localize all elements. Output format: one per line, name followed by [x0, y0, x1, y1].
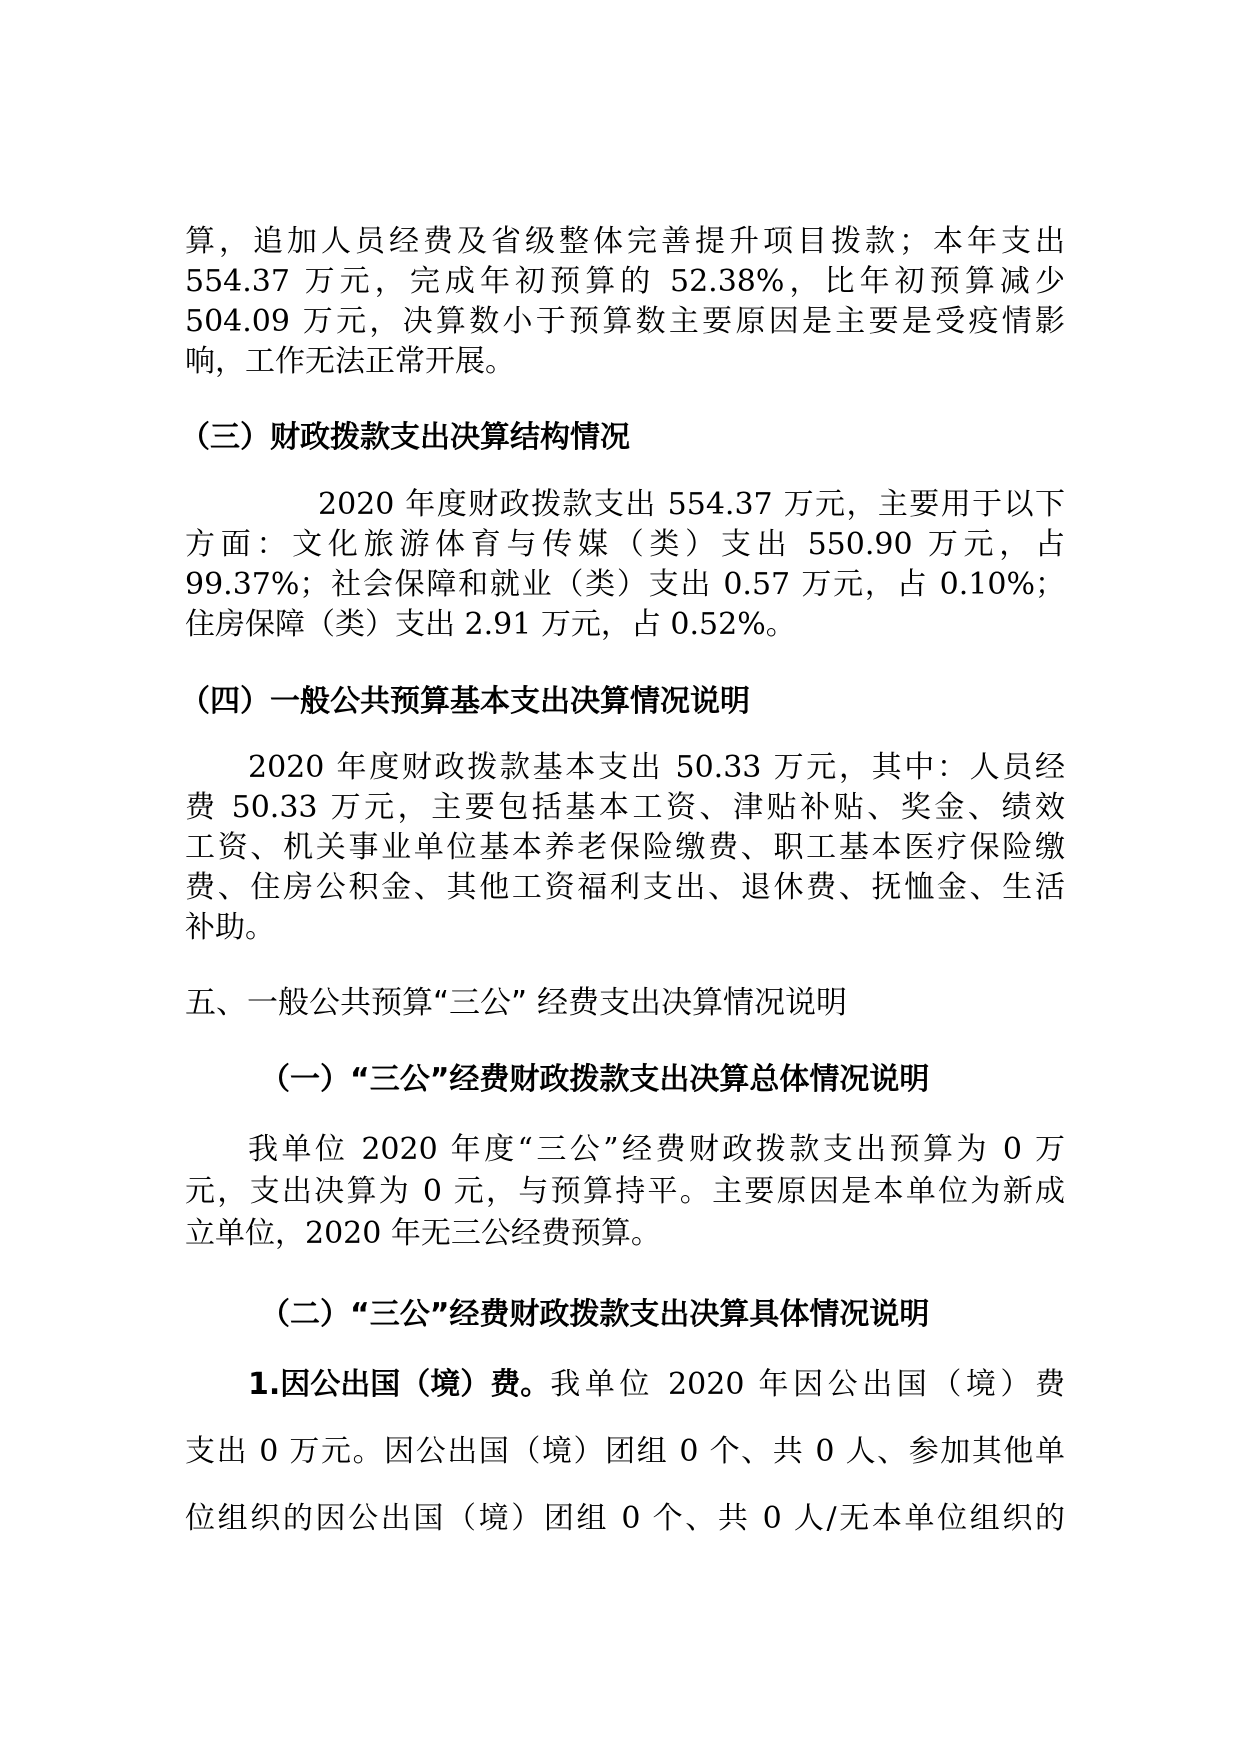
paragraph-line: 元，支出决算为 0 元，与预算持平。主要原因是本单位为新成 [185, 1174, 1065, 1209]
paragraph-line: 工资、机关事业单位基本养老保险缴费、职工基本医疗保险缴 [185, 830, 1065, 865]
paragraph-line: 住房保障（类）支出 2.91 万元，占 0.52%。 [185, 607, 796, 642]
chapter-heading: 五、一般公共预算“三公” 经费支出决算情况说明 [185, 985, 847, 1021]
paragraph-line: 响，工作无法正常开展。 [185, 344, 515, 379]
paragraph-line: 算，追加人员经费及省级整体完善提升项目拨款；本年支出 [185, 224, 1065, 259]
paragraph-line: 费 50.33 万元，主要包括基本工资、津贴补贴、奖金、绩效 [185, 790, 1065, 825]
item-text: 我单位 2020 年因公出国（境）费 [550, 1367, 1065, 1402]
paragraph-line [248, 1365, 1065, 1405]
paragraph-line: 方面：文化旅游体育与传媒（类）支出 550.90 万元，占 [185, 527, 1065, 562]
item-lead: 1.因公出国（境）费。 [248, 1367, 551, 1402]
subsection-heading: （一）“三公”经费财政拨款支出决算总体情况说明 [260, 1062, 930, 1097]
subsection-heading: （二）“三公”经费财政拨款支出决算具体情况说明 [260, 1297, 930, 1332]
paragraph-line: 我单位 2020 年度“三公”经费财政拨款支出预算为 0 万 [248, 1132, 1065, 1167]
paragraph-line: 99.37%；社会保障和就业（类）支出 0.57 万元，占 0.10%； [185, 567, 1065, 602]
paragraph-line: 2020 年度财政拨款基本支出 50.33 万元，其中：人员经 [248, 750, 1065, 785]
paragraph-line: 立单位，2020 年无三公经费预算。 [185, 1216, 661, 1251]
paragraph-line: 554.37 万元，完成年初预算的 52.38%，比年初预算减少 [185, 264, 1065, 299]
paragraph-line: 补助。 [185, 910, 275, 945]
paragraph-line: 位组织的因公出国（境）团组 0 个、共 0 人/无本单位组织的 [185, 1501, 1065, 1536]
section-heading: （三）财政拨款支出决算结构情况 [180, 420, 630, 455]
paragraph-line: 504.09 万元，决算数小于预算数主要原因是主要是受疫情影 [185, 304, 1065, 339]
paragraph-line: 费、住房公积金、其他工资福利支出、退休费、抚恤金、生活 [185, 870, 1065, 905]
paragraph-line: 2020 年度财政拨款支出 554.37 万元，主要用于以下 [318, 487, 1065, 522]
section-heading: （四）一般公共预算基本支出决算情况说明 [180, 684, 750, 719]
paragraph-line: 支出 0 万元。因公出国（境）团组 0 个、共 0 人、参加其他单 [185, 1434, 1065, 1469]
